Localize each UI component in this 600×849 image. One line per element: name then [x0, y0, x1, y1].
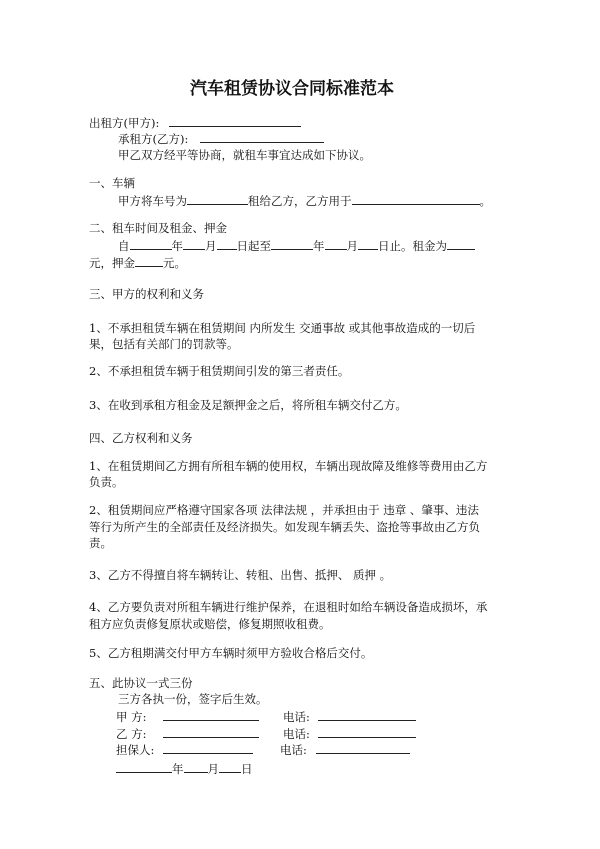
- s2-deposit-text: 元，押金: [89, 256, 135, 270]
- s3-item-1-line-1: 1、不承担租赁车辆在租赁期间 内所发生 交通事故 或其他事故造成的一切后: [89, 321, 476, 335]
- s3-item-3: 3、在收到承租方租金及足额押金之后，将所租车辆交付乙方。: [89, 398, 407, 412]
- lessor-name-field[interactable]: [169, 115, 301, 127]
- rent-amount-field[interactable]: [447, 238, 475, 250]
- start-month-field[interactable]: [183, 238, 205, 250]
- s2-year-2: 年: [313, 239, 325, 253]
- guarantor-signature-field[interactable]: [163, 742, 253, 754]
- sign-year-field[interactable]: [116, 761, 172, 773]
- section-2-heading: 二、租车时间及租金、押金: [89, 221, 227, 235]
- sign-month-label: 月: [207, 762, 219, 776]
- party-b-label: 乙 方:: [116, 727, 147, 741]
- party-a-phone-field[interactable]: [318, 709, 416, 721]
- guarantor-phone-label: 电话:: [280, 743, 307, 757]
- section-1-heading: 一、车辆: [89, 176, 135, 190]
- party-a-phone-label: 电话:: [283, 710, 310, 724]
- s2-year-1: 年: [171, 239, 183, 253]
- s4-item-2-line-1: 2、租赁期间应严格遵守国家各项 法律法规 ，并承担由于 违章 、肇事、违法: [89, 503, 479, 517]
- guarantor-label: 担保人:: [116, 743, 155, 757]
- sign-day-field[interactable]: [219, 761, 241, 773]
- s2-month-2: 月: [346, 239, 358, 253]
- guarantor-phone-field[interactable]: [316, 742, 410, 754]
- s2-from: 自: [118, 239, 130, 253]
- end-day-field[interactable]: [358, 238, 378, 250]
- party-b-phone-field[interactable]: [318, 726, 416, 738]
- page-title: 汽车租赁协议合同标准范本: [190, 79, 394, 99]
- s3-item-2: 2、不承担租赁车辆于租赁期间引发的第三者责任。: [89, 364, 350, 378]
- sign-day-label: 日: [241, 762, 253, 776]
- s2-month-1: 月: [205, 239, 217, 253]
- plate-number-field[interactable]: [187, 193, 248, 205]
- party-b-phone-label: 电话:: [283, 727, 310, 741]
- section-4-heading: 四、乙方权利和义务: [89, 431, 193, 445]
- signing-date-line: [116, 761, 253, 776]
- start-year-field[interactable]: [130, 238, 172, 250]
- lessee-name-field[interactable]: [200, 131, 324, 143]
- section-3-heading: 三、甲方的权利和义务: [89, 287, 204, 301]
- sign-month-field[interactable]: [184, 761, 208, 773]
- s5-effect-line: 三方各执一份，签字后生效。: [118, 692, 268, 706]
- start-day-field[interactable]: [217, 238, 237, 250]
- s4-item-4-line-1: 4、乙方要负责对所租车辆进行维护保养，在退租时如给车辆设备造成损坏，承: [89, 600, 488, 614]
- s4-item-1-line-2: 负责。: [89, 475, 124, 489]
- sign-year-label: 年: [172, 762, 184, 776]
- end-month-field[interactable]: [325, 238, 347, 250]
- s1-text-1: 甲方将车号为: [118, 194, 187, 208]
- section-1-line: [118, 193, 491, 208]
- end-year-field[interactable]: [271, 238, 313, 250]
- s2-yuan: 元。: [163, 256, 186, 270]
- party-b-signature-field[interactable]: [163, 726, 259, 738]
- s4-item-4-line-2: 租方应负责修复原状或赔偿，修复期照收租费。: [89, 617, 331, 631]
- section-5-heading: 五、此协议一式三份: [89, 676, 193, 690]
- lessee-label: 承租方(乙方):: [118, 132, 189, 146]
- lessee-line: [118, 131, 324, 146]
- s4-item-3: 3、乙方不得擅自将车辆转让、转租、出售、抵押、 质押 。: [89, 568, 392, 582]
- s4-item-5: 5、乙方租期满交付甲方车辆时须甲方验收合格后交付。: [89, 646, 373, 660]
- s1-text-2: 租给乙方，乙方用于: [248, 194, 352, 208]
- party-a-label: 甲 方:: [116, 710, 147, 724]
- deposit-line: [89, 255, 186, 270]
- s2-day-to: 日起至: [236, 239, 271, 253]
- rental-period-line: [118, 238, 475, 253]
- deposit-amount-field[interactable]: [135, 255, 163, 267]
- s2-end-rent: 日止。租金为: [378, 239, 447, 253]
- s4-item-2-line-2: 等行为所产生的全部责任及经济损失。如发现车辆丢失、盗抢等事故由乙方负: [89, 520, 480, 534]
- lessor-line: [89, 115, 301, 130]
- usage-purpose-field[interactable]: [352, 193, 480, 205]
- s4-item-1-line-1: 1、在租赁期间乙方拥有所租车辆的使用权，车辆出现故障及维修等费用由乙方: [89, 459, 488, 473]
- party-a-signature-field[interactable]: [163, 709, 259, 721]
- lessor-label: 出租方(甲方):: [89, 116, 160, 130]
- s4-item-2-line-3: 责。: [89, 536, 112, 550]
- intro-text: 甲乙双方经平等协商，就租车事宜达成如下协议。: [118, 148, 371, 162]
- s1-text-3: 。: [479, 194, 491, 208]
- s3-item-1-line-2: 果，包括有关部门的罚款等。: [89, 337, 239, 351]
